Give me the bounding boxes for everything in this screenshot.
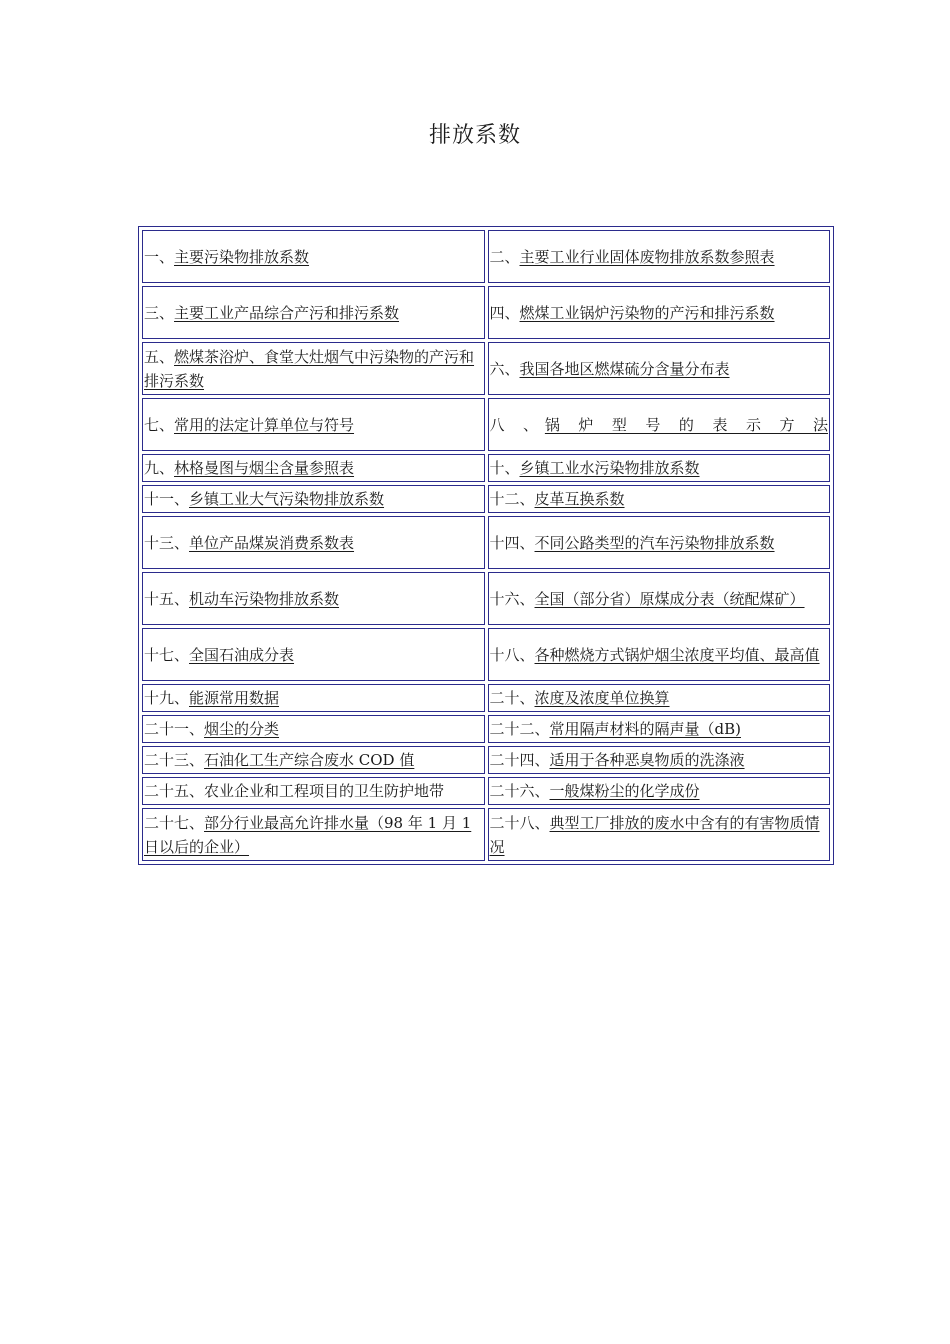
toc-link-5[interactable]: 燃煤茶浴炉、食堂大灶烟气中污染物的产污和排污系数: [144, 347, 475, 390]
toc-link-2[interactable]: 主要工业行业固体废物排放系数参照表: [519, 247, 775, 266]
entry-number: 六、: [489, 359, 520, 378]
toc-cell-28: [488, 808, 831, 861]
toc-link-10[interactable]: 乡镇工业水污染物排放系数: [519, 459, 700, 477]
entry-number: 十六、: [489, 589, 535, 608]
entry-number: 八 、: [489, 415, 545, 434]
entry-number: 二十七、: [144, 813, 205, 832]
toc-cell-3: [142, 286, 485, 339]
entry-number: 十四、: [489, 533, 535, 552]
toc-cell-17: [142, 628, 485, 681]
toc-link-23[interactable]: 石油化工生产综合废水 COD 值: [204, 751, 415, 769]
entry-number: 十五、: [144, 589, 190, 608]
toc-cell-14: [488, 516, 831, 569]
entry-number: 十八、: [489, 645, 535, 664]
table-row: [142, 715, 830, 743]
toc-cell-10: [488, 454, 831, 482]
entry-number: 十二、: [489, 490, 535, 508]
toc-cell-18: [488, 628, 831, 681]
toc-cell-2: [488, 230, 831, 283]
toc-cell-16: [488, 572, 831, 625]
toc-cell-11: [142, 485, 485, 513]
toc-table: [138, 226, 834, 865]
entry-number: 二十六、: [489, 782, 550, 800]
toc-cell-1: [142, 230, 485, 283]
entry-number: 二十五、: [144, 782, 205, 800]
entry-number: 二十八、: [489, 813, 550, 832]
entry-number: 二十三、: [144, 751, 205, 769]
table-row: [142, 777, 830, 805]
entry-number: 九、: [144, 459, 175, 477]
toc-link-3[interactable]: 主要工业产品综合产污和排污系数: [174, 303, 400, 322]
toc-link-13[interactable]: 单位产品煤炭消费系数表: [189, 533, 355, 552]
entry-number: 二十二、: [489, 720, 550, 738]
toc-link-15[interactable]: 机动车污染物排放系数: [189, 589, 340, 608]
entry-number: 二、: [489, 247, 520, 266]
toc-link-9[interactable]: 林格曼图与烟尘含量参照表: [174, 459, 355, 477]
toc-link-24[interactable]: 适用于各种恶臭物质的洗涤液: [549, 751, 745, 769]
entry-number: 十、: [489, 459, 520, 477]
toc-cell-4: [488, 286, 831, 339]
table-row: [142, 746, 830, 774]
toc-link-21[interactable]: 烟尘的分类: [204, 720, 280, 738]
table-row: [142, 628, 830, 681]
toc-cell-6: [488, 342, 831, 395]
entry-number: 二十四、: [489, 751, 550, 769]
toc-link-22[interactable]: 常用隔声材料的隔声量（dB): [549, 720, 741, 738]
toc-cell-19: [142, 684, 485, 712]
table-row: [142, 286, 830, 339]
toc-cell-5: [142, 342, 485, 395]
toc-cell-27: [142, 808, 485, 861]
toc-cell-12: [488, 485, 831, 513]
table-row: [142, 454, 830, 482]
toc-cell-25: [142, 777, 485, 805]
page-title: 排放系数: [428, 123, 521, 148]
toc-link-14[interactable]: 不同公路类型的汽车污染物排放系数: [534, 533, 775, 552]
table-row: [142, 342, 830, 395]
toc-link-28[interactable]: 典型工厂排放的废水中含有的有害物质情况: [489, 813, 820, 856]
entry-number: 四、: [489, 303, 520, 322]
toc-cell-9: [142, 454, 485, 482]
entry-number: 十一、: [144, 490, 190, 508]
toc-link-27[interactable]: 部分行业最高允许排水量（98 年 1 月 1 日以后的企业）: [144, 813, 472, 856]
toc-link-18[interactable]: 各种燃烧方式锅炉烟尘浓度平均值、最高值: [534, 645, 820, 664]
toc-cell-20: [488, 684, 831, 712]
toc-cell-8: [488, 398, 831, 451]
toc-link-20[interactable]: 浓度及浓度单位换算: [534, 689, 670, 707]
entry-number: 三、: [144, 303, 175, 322]
toc-link-1[interactable]: 主要污染物排放系数: [174, 247, 310, 266]
entry-number: 二十、: [489, 689, 535, 707]
toc-link-26[interactable]: 一般煤粉尘的化学成份: [549, 782, 700, 800]
toc-link-19[interactable]: 能源常用数据: [189, 689, 280, 707]
table-row: [142, 572, 830, 625]
entry-number: 七、: [144, 415, 175, 434]
entry-number: 十三、: [144, 533, 190, 552]
toc-cell-21: [142, 715, 485, 743]
entry-number: 一、: [144, 247, 175, 266]
toc-link-7[interactable]: 常用的法定计算单位与符号: [174, 415, 355, 434]
toc-cell-23: [142, 746, 485, 774]
toc-text-25: 农业企业和工程项目的卫生防护地带: [204, 782, 445, 800]
toc-link-12[interactable]: 皮革互换系数: [534, 490, 625, 508]
table-row: [142, 485, 830, 513]
toc-cell-15: [142, 572, 485, 625]
toc-link-17[interactable]: 全国石油成分表: [189, 645, 295, 664]
entry-number: 二十一、: [144, 720, 205, 738]
table-row: [142, 684, 830, 712]
toc-link-6[interactable]: 我国各地区燃煤硫分含量分布表: [519, 359, 730, 378]
entry-number: 十七、: [144, 645, 190, 664]
table-row: [142, 230, 830, 283]
table-row: [142, 398, 830, 451]
table-row: [142, 516, 830, 569]
toc-cell-13: [142, 516, 485, 569]
toc-link-8[interactable]: 锅 炉 型 号 的 表 示 方 法: [544, 415, 828, 434]
entry-number: 十九、: [144, 689, 190, 707]
toc-link-4[interactable]: 燃煤工业锅炉污染物的产污和排污系数: [519, 303, 775, 322]
toc-cell-24: [488, 746, 831, 774]
toc-cell-22: [488, 715, 831, 743]
table-row: [142, 808, 830, 861]
toc-link-11[interactable]: 乡镇工业大气污染物排放系数: [189, 490, 385, 508]
toc-cell-7: [142, 398, 485, 451]
toc-link-16[interactable]: 全国（部分省）原煤成分表（统配煤矿）: [534, 589, 805, 608]
entry-number: 五、: [144, 347, 175, 366]
toc-cell-26: [488, 777, 831, 805]
